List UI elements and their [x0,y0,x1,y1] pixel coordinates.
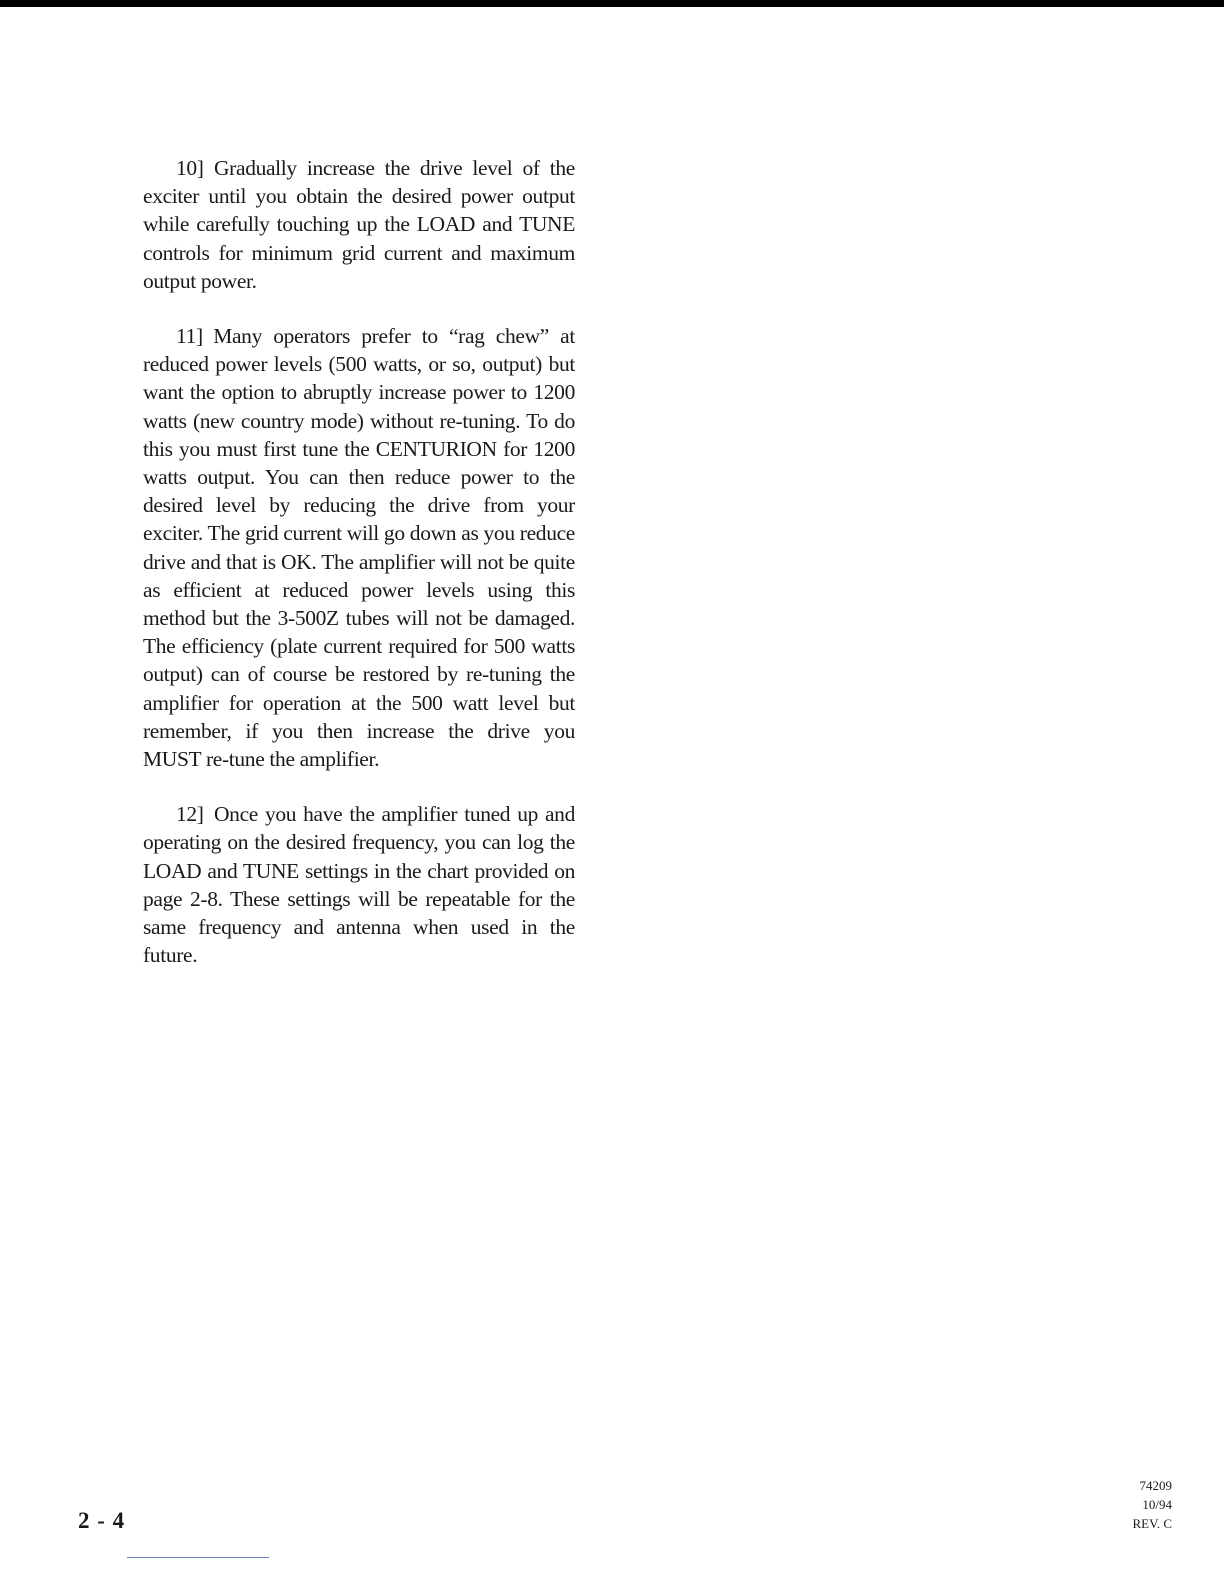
text-column [143,154,575,996]
doc-number: 74209 [1139,1478,1172,1493]
page-number: 2 - 4 [78,1508,126,1533]
doc-revision: REV. C [1132,1516,1172,1531]
doc-date: 10/94 [1142,1497,1172,1512]
paragraph-step-10: 10] Gradually increase the drive level of the exciter until you obtain the desired power output while carefully touching up the LOAD and TUNE controls for minimum grid current and maximum output power. [143,156,575,293]
top-border [0,0,1224,7]
paragraph-step-12: 12] Once you have the amplifier tuned up and operating on the desired frequency, you can log the LOAD and TUNE settings in the chart provided on page 2-8. These settings will be repeatable for the same frequency and antenna when used in the future. [143,802,575,968]
bottom-rule [127,1557,269,1558]
document-info [1133,1476,1173,1533]
paragraph-step-11: 11] Many operators prefer to “rag chew” at reduced power levels (500 watts, or so, output) but want the option to abruptly increase power to 1200 watts (new country mode) without re-tuning. To do this you must first tune the CENTURION for 1200 watts output. You can then reduce power to the desired level by reducing the drive from your exciter. The grid current will go down as you reduce drive and that is OK. The amplifier will not be quite as efficient at reduced power levels using this method but the 3-500Z tubes will not be damaged. The efficiency (plate current required for 500 watts output) can of course be restored by re-tuning the amplifier for operation at the 500 watt level but remember, if you then increase the drive you MUST re-tune the amplifier. [143,324,575,772]
